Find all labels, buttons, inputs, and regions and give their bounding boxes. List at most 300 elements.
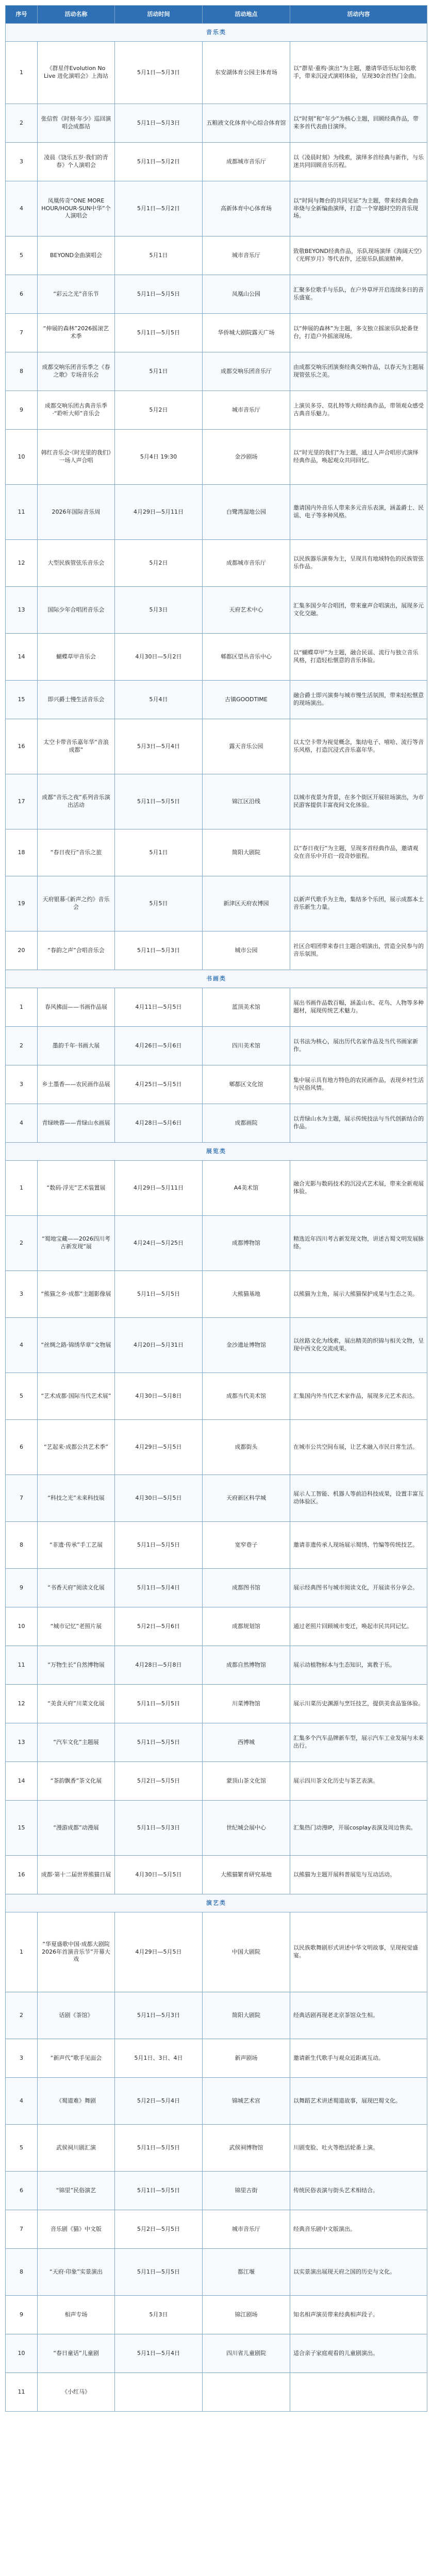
- cell-time: 5月1日—5月5日: [115, 774, 203, 829]
- cell-venue: 锦江剧场: [203, 2296, 290, 2334]
- cell-venue: 白鹭湾湿地公园: [203, 485, 290, 540]
- table-row: [6, 430, 427, 485]
- table-row: [6, 485, 427, 540]
- cell-no: 10: [6, 2334, 38, 2373]
- cell-name: 2026年国际音乐周: [38, 485, 115, 540]
- table-row: [6, 1856, 427, 1894]
- table-row: [6, 829, 427, 876]
- table-row: [6, 1065, 427, 1104]
- cell-desc: 展示人工智能、机器人等前沿科技成果，设置丰富互动体验区。: [290, 1475, 427, 1522]
- cell-desc: 以实景演出展现天府之国的历史与文化。: [290, 2249, 427, 2296]
- cell-name: 凤凰传奇“ONE MORE HOUR/HOUR·SUN中华”个人演唱会: [38, 181, 115, 236]
- cell-desc: 在城市公共空间布展，让艺术融入市民日常生活。: [290, 1420, 427, 1475]
- cell-no: 2: [6, 1992, 38, 2039]
- cell-time: 4月30日—5月8日: [115, 1373, 203, 1420]
- cell-name: 蝴蝶草甲音乐会: [38, 634, 115, 681]
- cell-desc: 以“群星·重构·演出”为主题，邀请华语乐坛知名歌手，带来沉浸式演唱体验，呈现30余首热门金曲。: [290, 42, 427, 104]
- header-desc: 活动内容: [290, 6, 427, 24]
- cell-time: 5月1日—5月5日: [115, 314, 203, 352]
- cell-name: 《群星伴Evolution No Live 进化演唱会》上海站: [38, 42, 115, 104]
- cell-time: 5月3日: [115, 587, 203, 634]
- cell-time: 5月1日—5月5日: [115, 1271, 203, 1318]
- cell-venue: 川菜博物馆: [203, 1685, 290, 1723]
- cell-no: 9: [6, 1569, 38, 1607]
- activity-table: [5, 5, 427, 2412]
- cell-venue: A4美术馆: [203, 1161, 290, 1216]
- cell-desc: 以“时间与舞台的共同见证”为主题，带来经典金曲串烧与全新编曲演绎，打造一个穿越时空的音乐现场。: [290, 181, 427, 236]
- cell-venue: 新津区天府农博园: [203, 876, 290, 931]
- table-row: [6, 1027, 427, 1065]
- cell-name: 张信哲《时刻·年少》巡回演唱会成都站: [38, 104, 115, 143]
- cell-time: 4月29日—5月5日: [115, 1912, 203, 1992]
- cell-venue: 简阳大剧院: [203, 1992, 290, 2039]
- cell-no: 8: [6, 1522, 38, 1569]
- cell-time: 4月30日—5月5日: [115, 1475, 203, 1522]
- cell-desc: 展出书画作品数百幅，涵盖山水、花鸟、人物等多种题材，展现传统艺术魅力。: [290, 988, 427, 1027]
- cell-name: “天府·印象”实景演出: [38, 2249, 115, 2296]
- cell-time: 4月26日—5月6日: [115, 1027, 203, 1065]
- section-title: 音乐类: [6, 24, 427, 42]
- cell-venue: 锦城艺术宫: [203, 2078, 290, 2125]
- table-header: [6, 6, 427, 24]
- cell-desc: 上演贝多芬、莫扎特等大师经典作品，带领观众感受古典音乐魅力。: [290, 391, 427, 430]
- table-row: [6, 1912, 427, 1992]
- table-row: [6, 1161, 427, 1216]
- cell-venue: 锦里古街: [203, 2172, 290, 2210]
- cell-name: 韩红音乐会·《时光里的我们》一场人声合唱: [38, 430, 115, 485]
- table-row: [6, 1522, 427, 1569]
- cell-venue: 城市音乐厅: [203, 391, 290, 430]
- cell-name: “伸展的森林”2026摇滚艺术季: [38, 314, 115, 352]
- cell-desc: 以《凌晨时刻》为线索，演绎多首经典与新作，与乐迷共同回顾音乐历程。: [290, 143, 427, 181]
- cell-time: 5月3日—5月4日: [115, 719, 203, 774]
- cell-venue: 成都规划馆: [203, 1607, 290, 1646]
- cell-no: 12: [6, 540, 38, 587]
- cell-time: 5月1日—5月2日: [115, 181, 203, 236]
- cell-time: 5月1日: [115, 352, 203, 391]
- cell-venue: 五粮液文化体育中心综合体育馆: [203, 104, 290, 143]
- cell-time: 5月1日—5月4日: [115, 1569, 203, 1607]
- cell-no: 6: [6, 275, 38, 314]
- table-row: [6, 2334, 427, 2373]
- table-row: [6, 1723, 427, 1762]
- cell-no: 14: [6, 634, 38, 681]
- cell-desc: 以城市夜景为背景，在多个街区开展驻场演出，为市民游客提供丰富夜间文化体验。: [290, 774, 427, 829]
- header-venue: 活动地点: [203, 6, 290, 24]
- cell-name: 天府银幕·《新声之约》音乐会: [38, 876, 115, 931]
- cell-desc: 川剧变脸、吐火等绝活轮番上演。: [290, 2125, 427, 2172]
- cell-time: 5月1日—5月5日: [115, 2249, 203, 2296]
- cell-time: 5月1日—5月5日: [115, 1723, 203, 1762]
- table-body: [6, 24, 427, 2412]
- cell-name: “美食天府”川菜文化展: [38, 1685, 115, 1723]
- table-row: [6, 2078, 427, 2125]
- cell-name: “春日童话”儿童剧: [38, 2334, 115, 2373]
- cell-no: 18: [6, 829, 38, 876]
- cell-no: 1: [6, 42, 38, 104]
- cell-time: 5月1日—5月4日: [115, 2334, 203, 2373]
- cell-time: 5月1日—5月3日: [115, 1801, 203, 1856]
- cell-no: 16: [6, 1856, 38, 1894]
- cell-name: “书香天府”阅读文化展: [38, 1569, 115, 1607]
- cell-no: 4: [6, 1318, 38, 1373]
- cell-no: 5: [6, 1373, 38, 1420]
- cell-no: 10: [6, 1607, 38, 1646]
- table-row: [6, 719, 427, 774]
- cell-time: [115, 2373, 203, 2412]
- section-header: [6, 970, 427, 988]
- table-row: [6, 143, 427, 181]
- cell-name: “科技之光”未来科技展: [38, 1475, 115, 1522]
- cell-name: “丝绸之路·锦绣华章”文物展: [38, 1318, 115, 1373]
- table-row: [6, 1373, 427, 1420]
- cell-time: 5月1日: [115, 829, 203, 876]
- cell-no: 2: [6, 104, 38, 143]
- cell-venue: 四川省儿童剧院: [203, 2334, 290, 2373]
- cell-desc: 汇集多国少年合唱团，带来童声合唱演出，展现多元文化交融。: [290, 587, 427, 634]
- section-title: 演艺类: [6, 1894, 427, 1912]
- cell-no: 6: [6, 2172, 38, 2210]
- cell-venue: 简阳大剧院: [203, 829, 290, 876]
- cell-desc: 致敬BEYOND经典作品，乐队现场演绎《海阔天空》《光辉岁月》等代表作，还原乐队摇滚精神。: [290, 236, 427, 275]
- cell-venue: 成都交响乐团音乐厅: [203, 352, 290, 391]
- cell-no: 6: [6, 1420, 38, 1475]
- cell-no: 1: [6, 1161, 38, 1216]
- cell-time: 5月4日: [115, 681, 203, 719]
- table-row: [6, 1216, 427, 1271]
- cell-venue: 城市音乐厅: [203, 236, 290, 275]
- table-row: [6, 314, 427, 352]
- table-row: [6, 236, 427, 275]
- cell-venue: 世纪城会展中心: [203, 1801, 290, 1856]
- cell-no: 8: [6, 2249, 38, 2296]
- cell-desc: 展示动植物标本与生态知识，寓教于乐。: [290, 1646, 427, 1685]
- cell-venue: 大熊猫繁育研究基地: [203, 1856, 290, 1894]
- cell-no: 14: [6, 1762, 38, 1801]
- cell-venue: 锦江区沿线: [203, 774, 290, 829]
- table-row: [6, 2296, 427, 2334]
- table-row: [6, 587, 427, 634]
- section-header: [6, 1143, 427, 1161]
- cell-venue: 华侨城大剧院露天广场: [203, 314, 290, 352]
- cell-desc: 以“伸展的森林”为主题，多支独立摇滚乐队轮番登台，打造户外摇滚现场。: [290, 314, 427, 352]
- cell-time: 5月2日—5月5日: [115, 1762, 203, 1801]
- cell-name: “艺术成都·国际当代艺术展”: [38, 1373, 115, 1420]
- cell-venue: [203, 2373, 290, 2412]
- cell-no: 13: [6, 1723, 38, 1762]
- section-title: 展览类: [6, 1143, 427, 1161]
- cell-time: 5月1日: [115, 236, 203, 275]
- header-name: 活动名称: [38, 6, 115, 24]
- table-row: [6, 1271, 427, 1318]
- cell-no: 3: [6, 1271, 38, 1318]
- table-row: [6, 1475, 427, 1522]
- cell-venue: 郫都区文化馆: [203, 1065, 290, 1104]
- cell-desc: 以熊猫为主角，展示大熊猫保护成果与生态之美。: [290, 1271, 427, 1318]
- cell-time: 5月2日—5月5日: [115, 2210, 203, 2249]
- cell-desc: 展示四川茶文化历史与茶艺表演。: [290, 1762, 427, 1801]
- cell-no: 10: [6, 430, 38, 485]
- cell-time: 5月1日—5月5日: [115, 2172, 203, 2210]
- cell-no: 1: [6, 988, 38, 1027]
- cell-no: 7: [6, 1475, 38, 1522]
- cell-no: 11: [6, 485, 38, 540]
- cell-name: “汽车文化”主题展: [38, 1723, 115, 1762]
- cell-name: 成都·第十二届世界熊猫日展: [38, 1856, 115, 1894]
- cell-name: “春韵之声”合唱音乐会: [38, 931, 115, 970]
- cell-no: 15: [6, 1801, 38, 1856]
- cell-desc: 展示川菜历史渊源与烹饪技艺，提供美食品鉴体验。: [290, 1685, 427, 1723]
- cell-name: 青绿映蓉——青绿山水画展: [38, 1104, 115, 1143]
- table-row: [6, 931, 427, 970]
- table-row: [6, 181, 427, 236]
- table-row: [6, 2249, 427, 2296]
- cell-name: “艺起来·成都公共艺术季”: [38, 1420, 115, 1475]
- cell-desc: 以民族歌舞剧形式讲述中华文明故事，呈现视觉盛宴。: [290, 1912, 427, 1992]
- cell-venue: 大熊猫基地: [203, 1271, 290, 1318]
- cell-desc: 传统民俗表演与街头艺术相结合。: [290, 2172, 427, 2210]
- cell-name: “熊猫之乡·成都”主题影像展: [38, 1271, 115, 1318]
- cell-time: 5月1日—5月3日: [115, 931, 203, 970]
- cell-venue: 成都画院: [203, 1104, 290, 1143]
- cell-no: 12: [6, 1685, 38, 1723]
- cell-name: 相声专场: [38, 2296, 115, 2334]
- cell-name: 凌晨《饶乐五岁·我们的青春》个人演唱会: [38, 143, 115, 181]
- cell-name: 话剧《茶馆》: [38, 1992, 115, 2039]
- cell-desc: 邀请非遗传承人现场展示蜀绣、竹编等传统技艺。: [290, 1522, 427, 1569]
- cell-name: “漫游成都”动漫展: [38, 1801, 115, 1856]
- cell-time: 4月29日—5月5日: [115, 1420, 203, 1475]
- cell-name: 《小红马》: [38, 2373, 115, 2412]
- table-row: [6, 42, 427, 104]
- cell-desc: 融合光影与数码技术的沉浸式艺术展，带来全新观展体验。: [290, 1161, 427, 1216]
- cell-venue: 高新体育中心体育场: [203, 181, 290, 236]
- cell-desc: 汇聚多位歌手与乐队，在户外草坪开启连续多日的音乐盛宴。: [290, 275, 427, 314]
- cell-no: 9: [6, 2296, 38, 2334]
- cell-no: 4: [6, 181, 38, 236]
- cell-time: 5月1日—5月5日: [115, 2125, 203, 2172]
- header-time: 活动时间: [115, 6, 203, 24]
- cell-time: 5月2日—5月4日: [115, 2078, 203, 2125]
- cell-desc: 融合爵士即兴演奏与城市慢生活氛围，带来轻松惬意的现场演出。: [290, 681, 427, 719]
- cell-desc: 知名相声演员带来经典相声段子。: [290, 2296, 427, 2334]
- cell-venue: 露天音乐公园: [203, 719, 290, 774]
- section-header: [6, 1894, 427, 1912]
- cell-name: “华夏盛歌中国·成都大剧院2026年首演音乐节”开幕大戏: [38, 1912, 115, 1992]
- cell-venue: 天府艺术中心: [203, 587, 290, 634]
- cell-name: 墨韵千年·书画大展: [38, 1027, 115, 1065]
- cell-desc: 经典话剧再现老北京茶馆众生相。: [290, 1992, 427, 2039]
- cell-name: 成都“音乐之夜”系列音乐演出活动: [38, 774, 115, 829]
- cell-name: 《蜀道难》舞剧: [38, 2078, 115, 2125]
- cell-time: 5月4日 19:30: [115, 430, 203, 485]
- cell-no: 4: [6, 1104, 38, 1143]
- cell-name: 音乐剧《猫》中文版: [38, 2210, 115, 2249]
- cell-desc: 以民族器乐演奏为主，呈现具有地域特色的民族管弦乐作品。: [290, 540, 427, 587]
- cell-no: 17: [6, 774, 38, 829]
- cell-name: “春日夜行”音乐之旅: [38, 829, 115, 876]
- cell-venue: 蓝顶美术馆: [203, 988, 290, 1027]
- cell-venue: 金沙遗址博物馆: [203, 1318, 290, 1373]
- cell-time: 4月28日—5月8日: [115, 1646, 203, 1685]
- table-row: [6, 1646, 427, 1685]
- table-row: [6, 876, 427, 931]
- table-row: [6, 1607, 427, 1646]
- cell-venue: 城市音乐厅: [203, 2210, 290, 2249]
- cell-time: 5月1日—5月5日: [115, 275, 203, 314]
- table-row: [6, 352, 427, 391]
- cell-time: 5月1日—5月3日: [115, 104, 203, 143]
- cell-time: 4月24日—5月25日: [115, 1216, 203, 1271]
- cell-desc: 邀请新生代歌手与观众近距离互动。: [290, 2039, 427, 2078]
- cell-desc: 邀请国内外音乐人带来多元音乐表演，涵盖爵士、民谣、电子等多种风格。: [290, 485, 427, 540]
- cell-desc: 以新声代歌手为主角，集结多个乐团，展示成都本土音乐新生力量。: [290, 876, 427, 931]
- cell-desc: 以熊猫为主题开展科普展览与互动活动。: [290, 1856, 427, 1894]
- cell-venue: 郫都区望丛音乐中心: [203, 634, 290, 681]
- cell-name: 成都交响乐团古典音乐季·“聆听大师”音乐会: [38, 391, 115, 430]
- cell-name: “新声代”歌手见面会: [38, 2039, 115, 2078]
- cell-name: 成都交响乐团音乐季之《春之歌》专场音乐会: [38, 352, 115, 391]
- table-row: [6, 1801, 427, 1856]
- cell-desc: 以舞蹈艺术讲述蜀道故事，展现巴蜀文化。: [290, 2078, 427, 2125]
- cell-no: 7: [6, 2210, 38, 2249]
- cell-no: 3: [6, 1065, 38, 1104]
- cell-name: “蜀地宝藏——2026四川考古新发现”展: [38, 1216, 115, 1271]
- cell-desc: 适合亲子家庭观看的儿童剧演出。: [290, 2334, 427, 2373]
- cell-desc: 以“时刻”和“年少”为核心主题，回顾经典作品，带来多首代表曲目演绎。: [290, 104, 427, 143]
- cell-name: 即兴爵士慢生活音乐会: [38, 681, 115, 719]
- cell-desc: [290, 2373, 427, 2412]
- cell-name: 乡土墨香——农民画作品展: [38, 1065, 115, 1104]
- cell-time: 5月1日—5月2日: [115, 143, 203, 181]
- cell-venue: 武侯祠博物馆: [203, 2125, 290, 2172]
- table-row: [6, 2210, 427, 2249]
- table-row: [6, 1762, 427, 1801]
- cell-venue: 成都图书馆: [203, 1569, 290, 1607]
- table-row: [6, 681, 427, 719]
- cell-name: 太空卡带音乐嘉年华“音浪成都”: [38, 719, 115, 774]
- cell-desc: 展示经典图书与城市阅读文化，开展读书分享会。: [290, 1569, 427, 1607]
- cell-time: 4月25日—5月5日: [115, 1065, 203, 1104]
- cell-venue: 成都城市音乐厅: [203, 540, 290, 587]
- cell-venue: 四川美术馆: [203, 1027, 290, 1065]
- cell-no: 4: [6, 2078, 38, 2125]
- table-row: [6, 540, 427, 587]
- cell-time: 4月28日—5月6日: [115, 1104, 203, 1143]
- cell-time: 5月5日: [115, 876, 203, 931]
- cell-no: 16: [6, 719, 38, 774]
- cell-name: 武侯祠川剧汇演: [38, 2125, 115, 2172]
- cell-no: 20: [6, 931, 38, 970]
- cell-no: 15: [6, 681, 38, 719]
- cell-desc: 由成都交响乐团演奏经典交响作品，以春天为主题展现管弦乐之美。: [290, 352, 427, 391]
- cell-no: 11: [6, 2373, 38, 2412]
- table-row: [6, 1992, 427, 2039]
- cell-name: BEYOND金曲演唱会: [38, 236, 115, 275]
- cell-venue: 古镇GOODTIME: [203, 681, 290, 719]
- cell-desc: 通过老照片回顾城市变迁，唤起市民共同记忆。: [290, 1607, 427, 1646]
- cell-no: 5: [6, 236, 38, 275]
- cell-desc: 以青绿山水为主题，展示传统技法与当代创新结合的作品。: [290, 1104, 427, 1143]
- table-row: [6, 1420, 427, 1475]
- cell-no: 5: [6, 2125, 38, 2172]
- cell-venue: 蒙顶山茶文化馆: [203, 1762, 290, 1801]
- cell-venue: 东安湖体育公园主体育场: [203, 42, 290, 104]
- cell-name: “城市记忆”老照片展: [38, 1607, 115, 1646]
- table-row: [6, 1685, 427, 1723]
- cell-time: 4月11日—5月5日: [115, 988, 203, 1027]
- cell-venue: 天府新区科学城: [203, 1475, 290, 1522]
- cell-venue: 成都博物馆: [203, 1216, 290, 1271]
- cell-time: 5月2日: [115, 391, 203, 430]
- cell-time: 5月2日—5月6日: [115, 1607, 203, 1646]
- cell-desc: 社区合唱团带来春日主题合唱演出，营造全民参与的音乐氛围。: [290, 931, 427, 970]
- cell-venue: 都江堰: [203, 2249, 290, 2296]
- table-row: [6, 2125, 427, 2172]
- cell-name: 国际少年合唱团音乐会: [38, 587, 115, 634]
- cell-desc: 精选近年四川考古新发现文物，讲述古蜀文明发展脉络。: [290, 1216, 427, 1271]
- cell-time: 5月1日—5月3日: [115, 42, 203, 104]
- cell-desc: 汇集多个汽车品牌新车型，展示汽车工业发展与未来出行。: [290, 1723, 427, 1762]
- table-row: [6, 104, 427, 143]
- cell-desc: 集中展示具有地方特色的农民画作品，表现乡村生活与民俗风情。: [290, 1065, 427, 1104]
- cell-name: “万物生长”自然博物展: [38, 1646, 115, 1685]
- cell-desc: 汇集国内外当代艺术家作品，展现多元艺术表达。: [290, 1373, 427, 1420]
- section-header: [6, 24, 427, 42]
- table-row: [6, 2172, 427, 2210]
- cell-desc: 以“时光里的我们”为主题，通过人声合唱形式演绎经典作品，唤起观众共同回忆。: [290, 430, 427, 485]
- cell-name: “彩云之光”音乐节: [38, 275, 115, 314]
- cell-no: 8: [6, 352, 38, 391]
- cell-time: 5月1日、3日、4日: [115, 2039, 203, 2078]
- cell-desc: 经典音乐剧中文版演出。: [290, 2210, 427, 2249]
- cell-desc: 以“蝴蝶草甲”为主题，融合民谣、流行与独立音乐风格，打造轻松惬意的音乐体验。: [290, 634, 427, 681]
- cell-venue: 宽窄巷子: [203, 1522, 290, 1569]
- cell-venue: 凤凰山公园: [203, 275, 290, 314]
- table-row: [6, 2039, 427, 2078]
- table-row: [6, 391, 427, 430]
- cell-name: “锦里”民俗演艺: [38, 2172, 115, 2210]
- table-row: [6, 988, 427, 1027]
- cell-no: 13: [6, 587, 38, 634]
- cell-name: “非遗·传承”手工艺展: [38, 1522, 115, 1569]
- cell-time: 5月1日—5月3日: [115, 1992, 203, 2039]
- cell-no: 3: [6, 143, 38, 181]
- cell-name: “茶韵飘香”茶文化展: [38, 1762, 115, 1801]
- table-row: [6, 275, 427, 314]
- cell-desc: 汇集热门动漫IP，开展cosplay表演及周边售卖。: [290, 1801, 427, 1856]
- cell-venue: 中国大剧院: [203, 1912, 290, 1992]
- section-title: 书画类: [6, 970, 427, 988]
- cell-venue: 成都当代美术馆: [203, 1373, 290, 1420]
- cell-no: 3: [6, 2039, 38, 2078]
- cell-desc: 以“春日夜行”为主题，呈现多首经典作品，邀请观众在音乐中开启一段奇妙旅程。: [290, 829, 427, 876]
- cell-time: 4月30日—5月2日: [115, 634, 203, 681]
- cell-time: 5月1日—5月5日: [115, 1522, 203, 1569]
- cell-time: 5月3日: [115, 2296, 203, 2334]
- table-row: [6, 1569, 427, 1607]
- cell-name: “数码·浮光”艺术装置展: [38, 1161, 115, 1216]
- table-row: [6, 2373, 427, 2412]
- header-no: 序号: [6, 6, 38, 24]
- table-row: [6, 1104, 427, 1143]
- cell-desc: 以书法为核心，展出历代名家作品及当代书画家新作。: [290, 1027, 427, 1065]
- cell-time: 5月2日: [115, 540, 203, 587]
- table-row: [6, 1318, 427, 1373]
- cell-desc: 以丝路文化为线索，展出精美的织锦与相关文物，呈现中西文化交流成果。: [290, 1318, 427, 1373]
- cell-time: 4月30日—5月5日: [115, 1856, 203, 1894]
- table-row: [6, 774, 427, 829]
